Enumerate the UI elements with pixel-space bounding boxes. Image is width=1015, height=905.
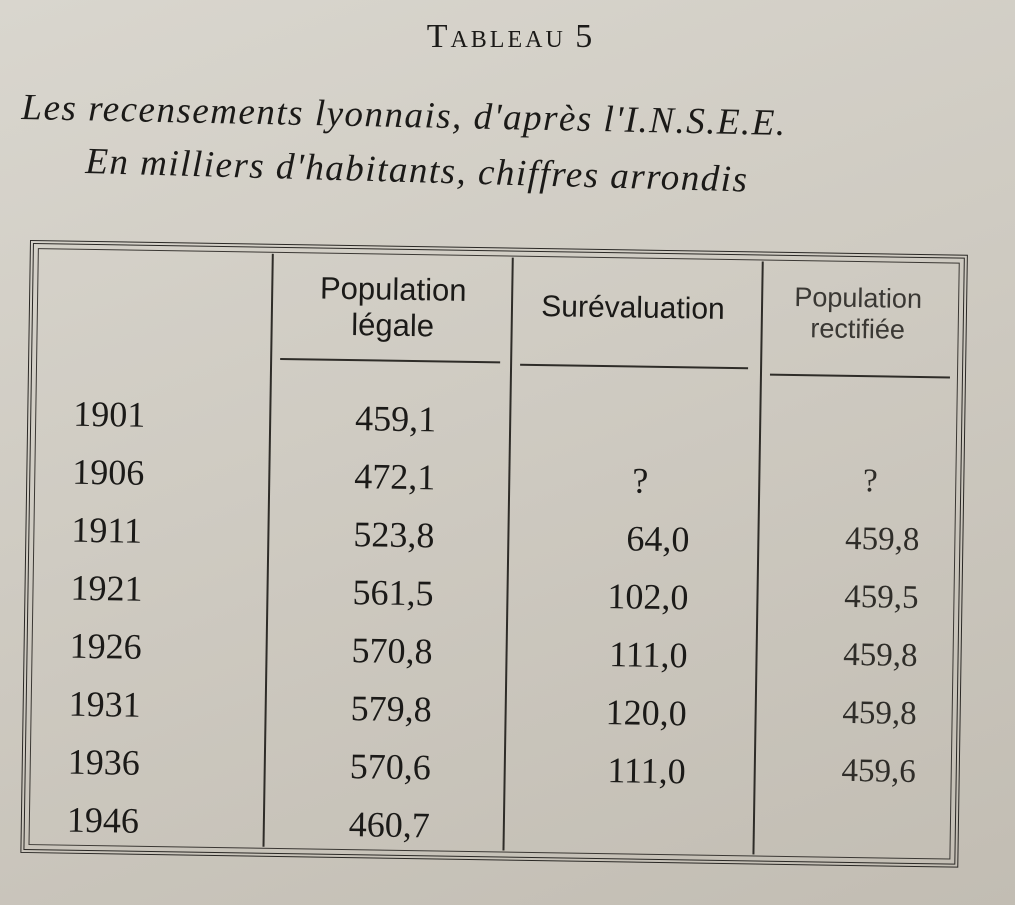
surevaluation-cell: 111,0 bbox=[607, 750, 687, 792]
population-legale-cell: 570,6 bbox=[349, 746, 432, 788]
population-rectifiee-cell: 459,5 bbox=[843, 578, 919, 616]
table-title bbox=[360, 18, 660, 56]
surevaluation-cell: ? bbox=[631, 460, 649, 501]
title-number: 5 bbox=[575, 18, 594, 55]
year-cell: 1901 bbox=[72, 393, 146, 435]
population-rectifiee-cell bbox=[802, 404, 922, 406]
population-legale-cell: 523,8 bbox=[353, 514, 435, 556]
header-text: Population bbox=[794, 282, 923, 315]
year-cell: 1906 bbox=[72, 451, 145, 493]
subtitle-line-2: En milliers d'habitants, chiffres arrondis bbox=[84, 140, 749, 201]
population-legale-cell: 570,8 bbox=[351, 630, 433, 672]
header-rule bbox=[770, 374, 950, 379]
column-header-population-rectifiee bbox=[767, 282, 948, 347]
table-body bbox=[24, 392, 961, 871]
header-rule bbox=[520, 364, 748, 370]
header-text: légale bbox=[351, 306, 435, 343]
census-table bbox=[20, 240, 968, 868]
title-prefix: Tableau bbox=[426, 18, 566, 55]
population-rectifiee-cell: ? bbox=[862, 463, 878, 500]
population-legale-cell: 561,5 bbox=[352, 572, 434, 614]
surevaluation-cell: 120,0 bbox=[605, 692, 687, 734]
header-text: Population bbox=[319, 270, 467, 308]
column-header-population-legale bbox=[277, 270, 508, 345]
header-rule bbox=[280, 358, 500, 363]
population-legale-cell: 579,8 bbox=[350, 688, 432, 730]
population-rectifiee-cell: 459,6 bbox=[841, 752, 917, 790]
year-cell: 1936 bbox=[67, 741, 141, 783]
year-cell: 1946 bbox=[66, 799, 140, 841]
header-text: rectifiée bbox=[810, 313, 906, 345]
population-rectifiee-cell: 459,8 bbox=[844, 520, 920, 559]
population-legale-cell: 460,7 bbox=[348, 804, 431, 846]
population-rectifiee-cell: 459,8 bbox=[842, 694, 917, 732]
year-cell: 1921 bbox=[70, 567, 143, 609]
subtitle-line-1: Les recensements lyonnais, d'après l'I.N.S.E.E. bbox=[21, 86, 788, 145]
column-header-surevaluation: Surévaluation bbox=[541, 290, 725, 326]
surevaluation-cell bbox=[552, 400, 692, 402]
population-legale-cell: 459,1 bbox=[354, 398, 437, 440]
population-rectifiee-cell: 459,8 bbox=[843, 636, 918, 674]
year-cell: 1911 bbox=[71, 509, 143, 551]
surevaluation-cell: 111,0 bbox=[608, 634, 688, 676]
surevaluation-cell: 102,0 bbox=[607, 576, 689, 618]
population-legale-cell: 472,1 bbox=[354, 456, 436, 498]
year-cell: 1926 bbox=[69, 625, 142, 667]
surevaluation-cell: 64,0 bbox=[626, 518, 690, 560]
year-cell: 1931 bbox=[68, 683, 142, 725]
